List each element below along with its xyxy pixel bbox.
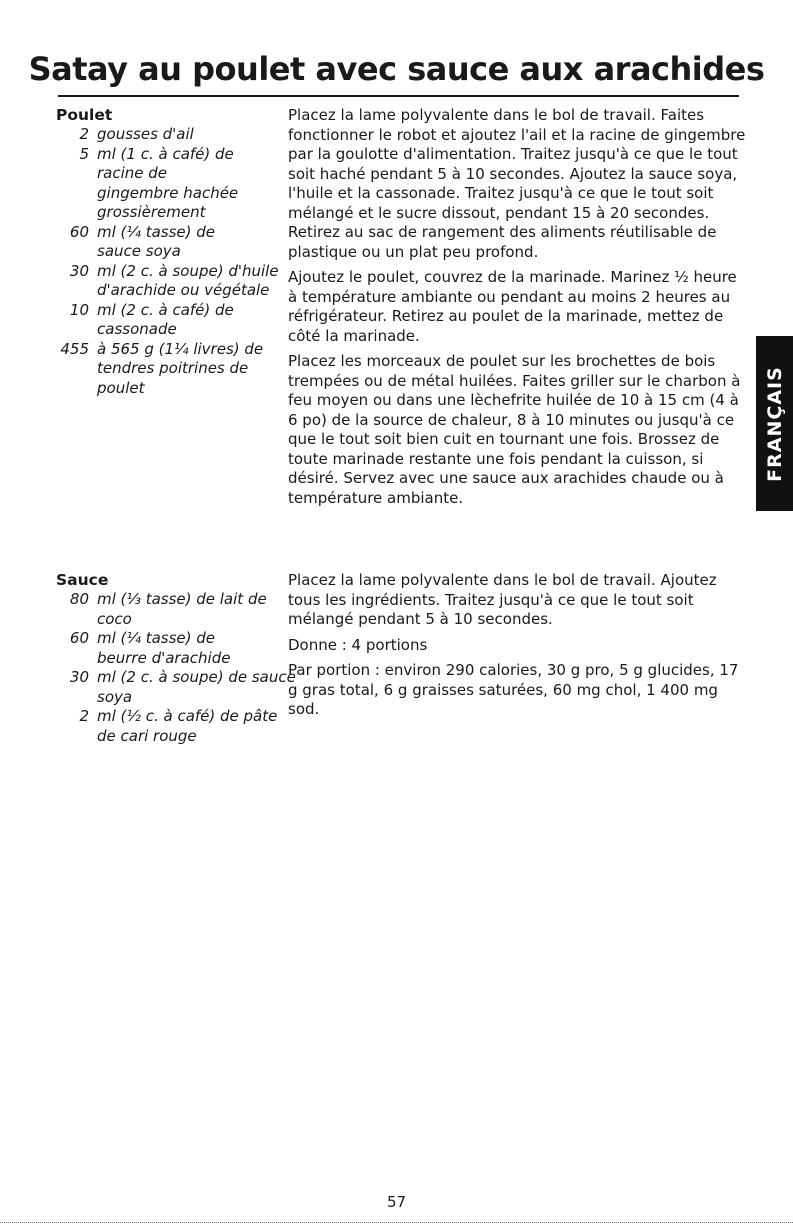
nutrition-text: Par portion : environ 290 calories, 30 g pro, 5 g glucides, 17 g gras total, 6 g graisses saturées, 60 mg chol, 1 400 mg sod. (288, 661, 739, 718)
ingredient-text: à 565 g (1¹⁄₄ livres) de tendres poitrines de poulet (97, 339, 264, 397)
title-rule (58, 95, 739, 97)
sauce-instructions (288, 571, 748, 726)
ingredient-qty: 80 (69, 590, 89, 608)
ingredient-qty: 455 (60, 339, 89, 358)
ingredient-text: ml (2 c. à café) de cassonade (97, 300, 234, 338)
poulet-ingredient-list (56, 125, 297, 398)
bottom-border (0, 1222, 793, 1223)
sauce-ingredients (56, 571, 297, 746)
ingredient-qty: 10 (69, 300, 89, 319)
page-title: Satay au poulet avec sauce aux arachides (28, 50, 765, 88)
ingredient-item (56, 223, 297, 262)
ingredient-qty: 60 (69, 629, 89, 647)
page-number: 57 (386, 1193, 407, 1211)
instruction-paragraph: Placez les morceaux de poulet sur les brochettes de bois trempées ou de métal huilées. Faites griller sur le charbon à feu moyen ou dans une lèchefrite huilée de 10 à 15 cm (4 à 6 po) de la source de chaleur, 8 à 10 minutes ou jusqu'à ce que le tout soit bien cuit en tournant une fois. Brossez de toute marinade restante une fois pendant la cuisson, si désiré. Servez avec une sauce aux arachides chaude ou à température ambiante. (288, 352, 741, 507)
language-tab-label: FRANÇAIS (763, 365, 786, 482)
ingredient-item (56, 668, 297, 707)
ingredient-qty: 30 (69, 261, 89, 280)
poulet-instructions (288, 106, 748, 514)
ingredient-item (56, 629, 297, 668)
ingredient-item (56, 340, 297, 399)
ingredient-item (56, 301, 297, 340)
ingredient-qty: 30 (69, 668, 89, 686)
ingredient-item (56, 262, 297, 301)
instruction-paragraph: Placez la lame polyvalente dans le bol de travail. Faites fonctionner le robot et ajoutez l'ail et la racine de gingembre par la goulotte d'alimentation. Traitez jusqu'à ce que le tout soit haché pendant 5 à 10 secondes. Ajoutez la sauce soya, l'huile et la cassonade. Traitez jusqu'à ce que le tout soit mélangé et le sucre dissout, pendant 15 à 20 secondes. Retirez au sac de rangement des aliments réutilisable de plastique ou un plat peu profond. (288, 106, 746, 261)
yield-text: Donne : 4 portions (288, 635, 428, 654)
ingredient-text: ml (2 c. à soupe) de sauce soya (97, 668, 296, 706)
instruction-paragraph: Placez la lame polyvalente dans le bol de travail. Ajoutez tous les ingrédients. Traitez jusqu'à ce que le tout soit mélangé pendant 5 à 10 secondes. (288, 571, 717, 628)
poulet-ingredients (56, 106, 297, 398)
ingredient-qty: 2 (79, 125, 89, 143)
language-tab (756, 336, 793, 511)
ingredient-text: ml (¹⁄₄ tasse) de sauce soya (97, 222, 216, 260)
ingredient-text: ml (¹⁄₄ tasse) de beurre d'arachide (97, 629, 231, 667)
poulet-heading: Poulet (56, 106, 113, 124)
ingredient-item (56, 125, 297, 145)
instruction-paragraph: Ajoutez le poulet, couvrez de la marinade. Marinez ¹⁄₂ heure à température ambiante ou pendant au moins 2 heures au réfrigérateur. Retirez au poulet de la marinade, mettez de côté la marinade. (288, 268, 737, 345)
ingredient-item (56, 707, 297, 746)
ingredient-text: ml (2 c. à soupe) d'huile d'arachide ou végétale (97, 261, 279, 299)
ingredient-item (56, 590, 297, 629)
ingredient-text: ml (¹⁄₃ tasse) de lait de coco (97, 590, 267, 628)
sauce-ingredient-list (56, 590, 297, 746)
ingredient-qty: 60 (69, 222, 89, 241)
ingredient-qty: 2 (79, 707, 89, 725)
ingredient-qty: 5 (79, 144, 89, 163)
sauce-heading: Sauce (56, 571, 109, 589)
ingredient-text: gousses d'ail (97, 125, 194, 143)
ingredient-text: ml (¹⁄₂ c. à café) de pâte de cari rouge (97, 707, 278, 745)
ingredient-item (56, 145, 297, 223)
ingredient-text: ml (1 c. à café) de racine de gingembre hachée grossièrement (97, 144, 239, 221)
